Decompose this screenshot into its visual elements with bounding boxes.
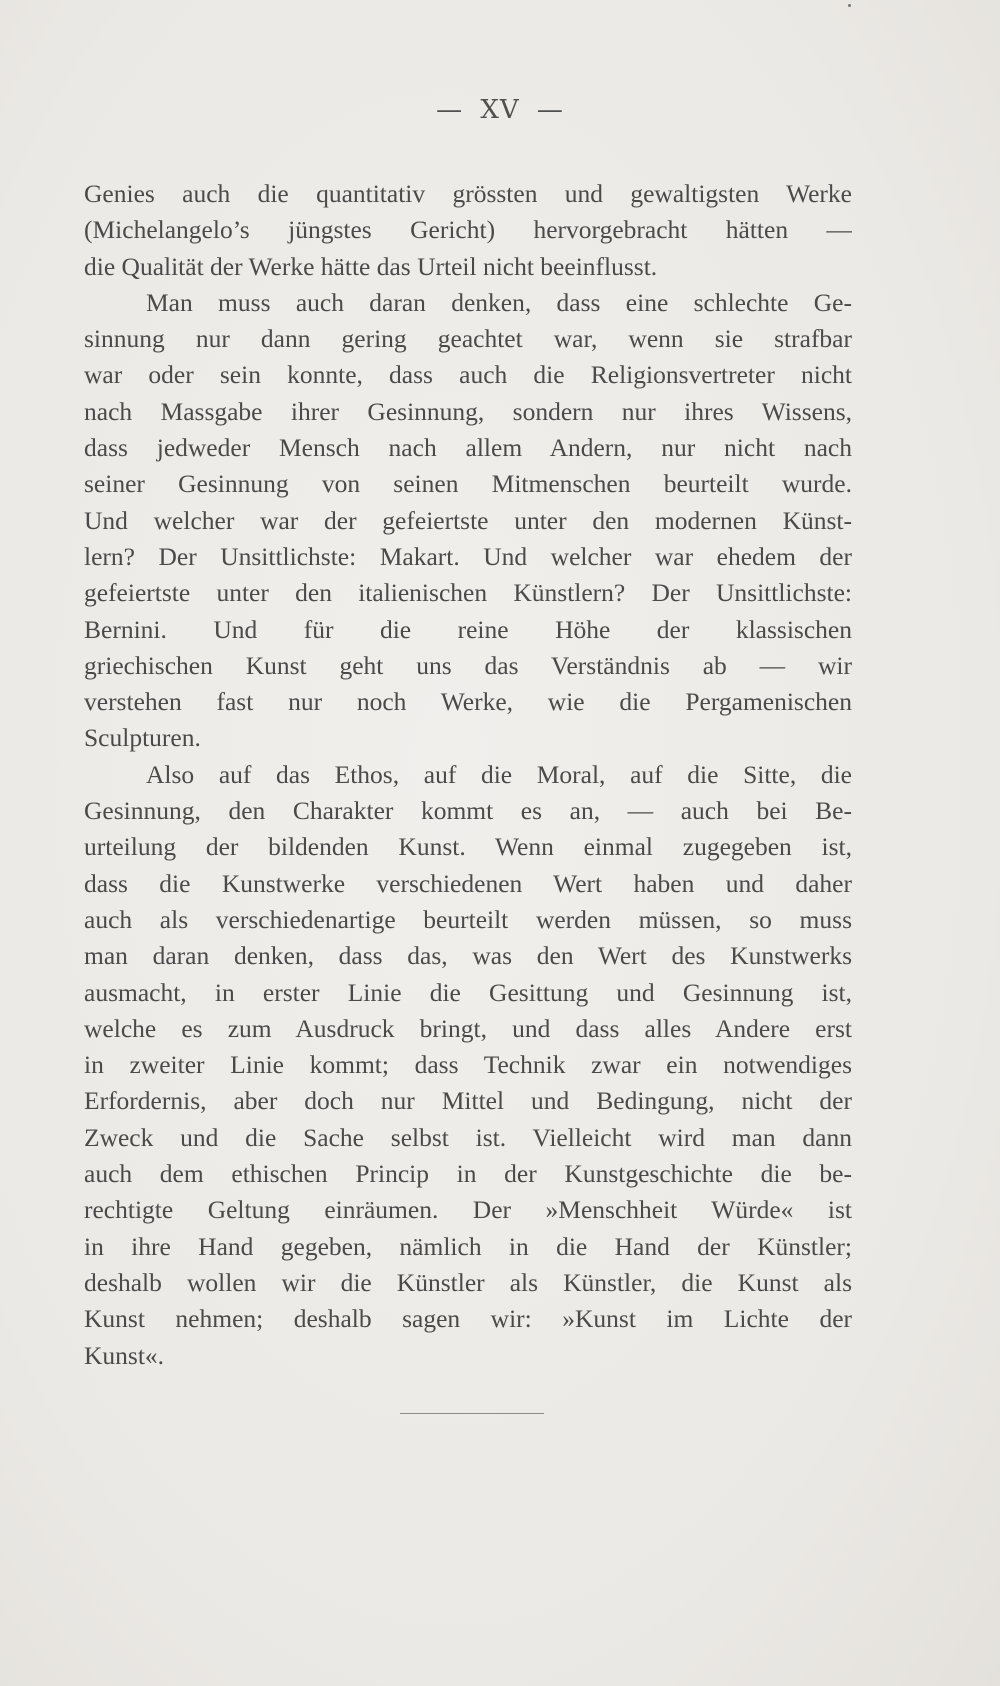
text-line: Zweck und die Sache selbst ist. Vielleicht wird man dann [84,1122,852,1152]
paragraph-3 [84,757,852,1374]
text-line: Kunst«. [84,1340,165,1370]
text-line: war oder sein konnte, dass auch die Religionsvertreter nicht [84,360,852,390]
page-number: — XV — [436,95,564,125]
text-line: auch dem ethischen Princip in der Kunstgeschichte die be- [84,1159,852,1189]
text-line: ausmacht, in erster Linie die Gesittung und Gesinnung ist, [84,977,852,1007]
text-line: urteilung der bildenden Kunst. Wenn einmal zugegeben ist, [84,832,852,862]
text-line: dass jedweder Mensch nach allem Andern, nur nicht nach [84,433,852,463]
text-line: lern? Der Unsittlichste: Makart. Und welcher war ehedem der [84,541,852,571]
text-line: Bernini. Und für die reine Höhe der klassischen [84,614,852,644]
text-line: die Qualität der Werke hätte das Urteil nicht beeinflusst. [84,251,658,281]
text-line: Erfordernis, aber doch nur Mittel und Bedingung, nicht der [84,1086,852,1116]
text-line: griechischen Kunst geht uns das Verständnis ab — wir [84,650,852,680]
paragraph-1 [84,176,852,285]
text-line: auch als verschiedenartige beurteilt werden müssen, so muss [84,904,852,934]
text-line: Also auf das Ethos, auf die Moral, auf die Sitte, die [146,759,852,789]
text-line: in ihre Hand gegeben, nämlich in die Hand der Künstler; [84,1231,852,1261]
text-line: nach Massgabe ihrer Gesinnung, sondern nur ihres Wissens, [84,396,852,426]
text-line: Sculpturen. [84,723,201,753]
text-line: verstehen fast nur noch Werke, wie die Pergamenischen [84,687,852,717]
paragraph-2 [84,285,852,757]
text-line: sinnung nur dann gering geachtet war, wenn sie strafbar [84,324,852,354]
text-line: man daran denken, dass das, was den Wert des Kunstwerks [84,941,852,971]
text-line: dass die Kunstwerke verschiedenen Wert haben und daher [84,868,852,898]
print-speck [848,4,851,7]
text-line: Und welcher war der gefeiertste unter den modernen Künst- [84,505,852,535]
text-line: rechtigte Geltung einräumen. Der »Menschheit Würde« ist [84,1195,852,1225]
text-line: Kunst nehmen; deshalb sagen wir: »Kunst im Lichte der [84,1304,852,1334]
text-line: (Michelangelo’s jüngstes Gericht) hervorgebracht hätten — [84,215,852,245]
text-line: deshalb wollen wir die Künstler als Künstler, die Kunst als [84,1267,852,1297]
text-line: welche es zum Ausdruck bringt, und dass alles Andere erst [84,1013,852,1043]
text-line: Gesinnung, den Charakter kommt es an, — auch bei Be- [84,796,852,826]
text-line: Man muss auch daran denken, dass eine schlechte Ge- [146,287,852,317]
text-line: seiner Gesinnung von seinen Mitmenschen beurteilt wurde. [84,469,852,499]
text-line: Genies auch die quantitativ grössten und gewaltigsten Werke [84,179,852,208]
section-divider-rule [400,1413,544,1414]
text-line: in zweiter Linie kommt; dass Technik zwar ein notwendiges [84,1050,852,1080]
body-text [84,176,852,1374]
text-line: gefeiertste unter den italienischen Künstlern? Der Unsittlichste: [84,578,852,608]
